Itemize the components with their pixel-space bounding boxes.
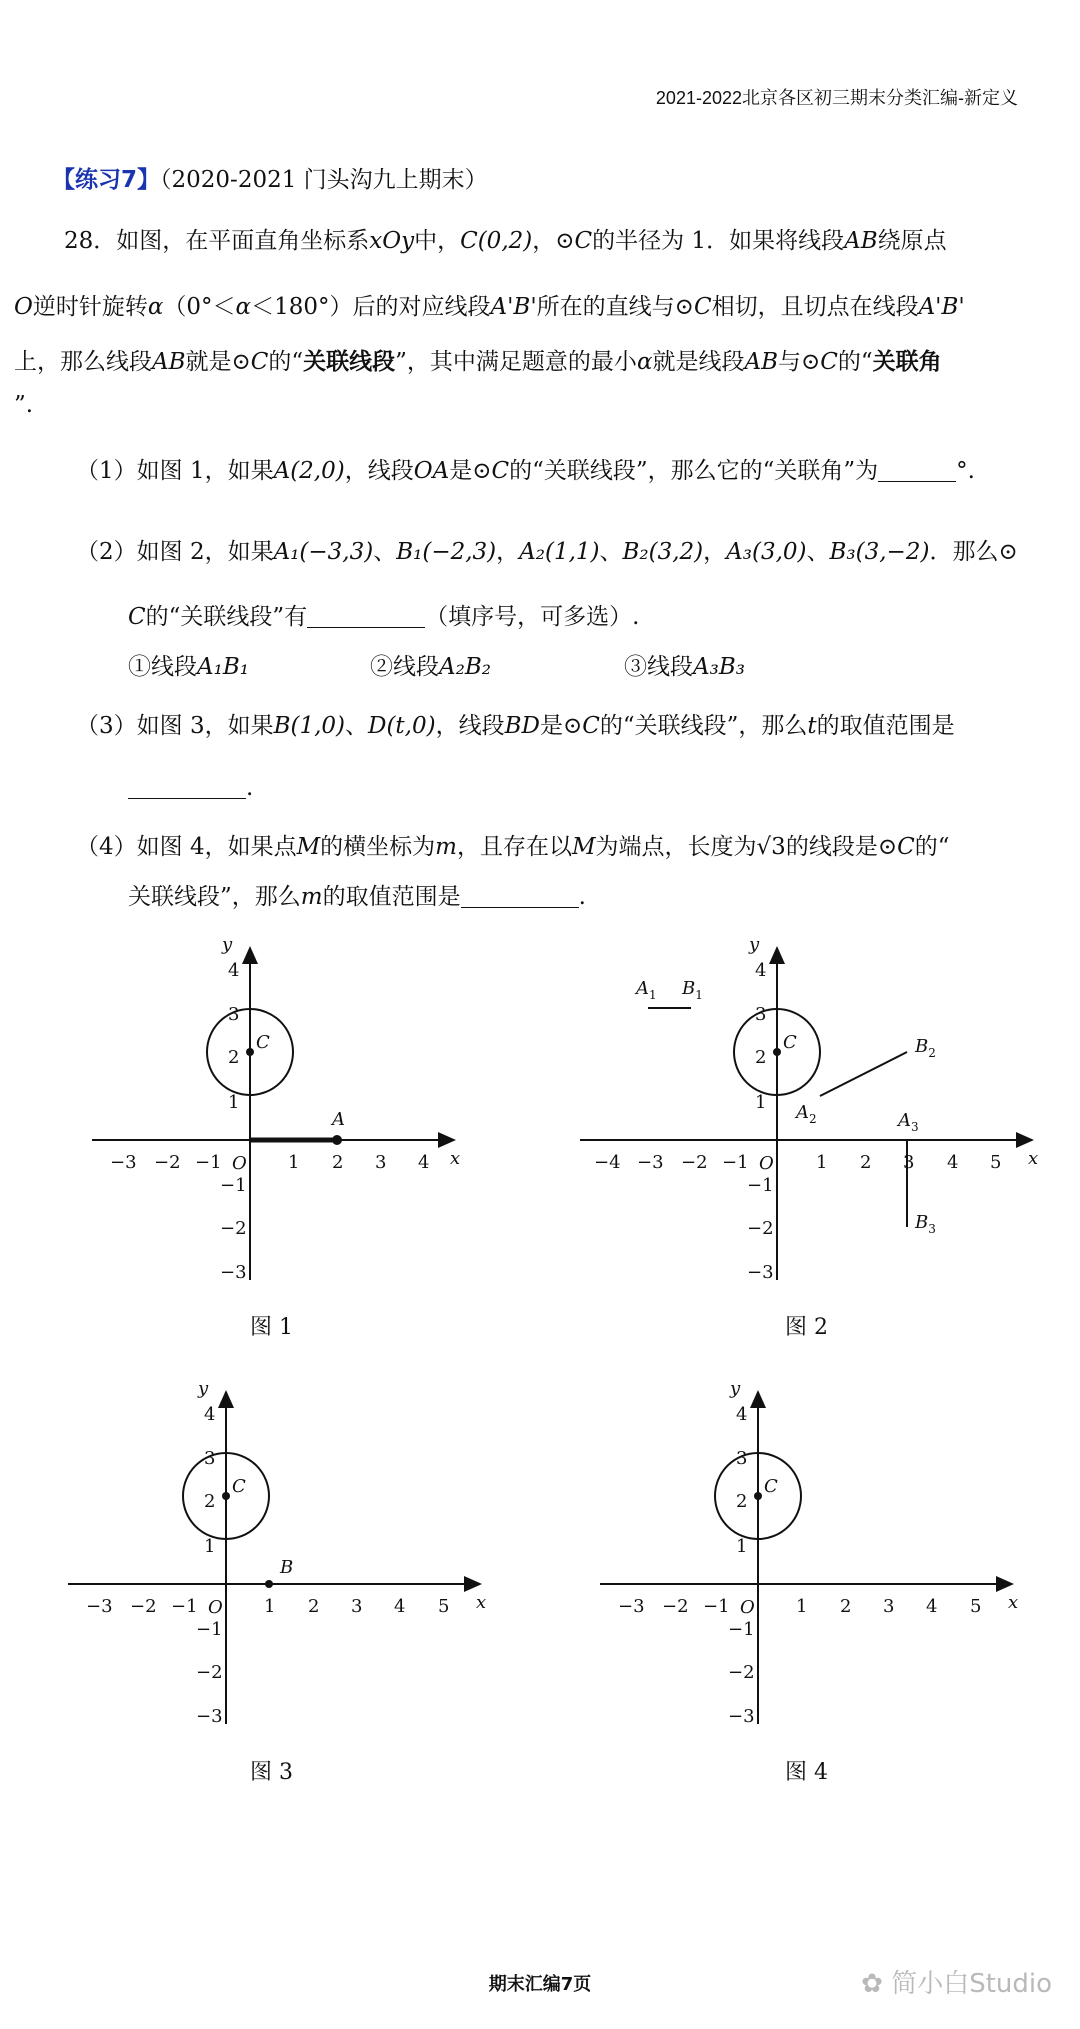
point-a3-label: $A_3$ — [898, 1110, 919, 1134]
figure-1 — [82, 928, 472, 1288]
x-tick: 5 — [438, 1596, 450, 1617]
page-footer: 期末汇编7页 — [488, 1974, 592, 1995]
y-axis-label: y — [749, 934, 760, 955]
x-tick: 3 — [351, 1596, 363, 1617]
x-tick: 3 — [903, 1152, 915, 1173]
exercise-title — [52, 161, 488, 194]
origin-label: O — [759, 1153, 774, 1174]
y-tick: 3 — [204, 1448, 216, 1469]
x-tick: 2 — [308, 1596, 320, 1617]
y-tick: −3 — [728, 1706, 755, 1727]
y-tick: −1 — [728, 1619, 755, 1640]
y-tick: 1 — [228, 1092, 240, 1113]
question-4-line-2: 关联线段”，那么m的取值范围是 . — [128, 884, 586, 910]
y-axis-label: y — [198, 1378, 209, 1399]
y-tick: −1 — [196, 1619, 223, 1640]
x-tick: 4 — [947, 1152, 959, 1173]
x-axis-label: x — [1008, 1592, 1019, 1613]
question-3: （3）如图 3，如果B(1,0)、D(t,0)，线段BD是⊙C的“关联线段”，那么t的取值范围是 — [76, 713, 955, 739]
caption-figure-3: 图 3 — [250, 1760, 293, 1785]
y-tick: −2 — [728, 1662, 755, 1683]
y-tick: 1 — [736, 1536, 748, 1557]
answer-blank-3[interactable] — [128, 775, 246, 799]
x-tick: 4 — [926, 1596, 938, 1617]
x-tick: −2 — [154, 1152, 181, 1173]
y-tick: 2 — [736, 1491, 748, 1512]
answer-blank-1[interactable] — [878, 458, 956, 482]
point-a1-label: $A_1$ — [636, 978, 657, 1002]
x-tick: 3 — [883, 1596, 895, 1617]
exercise-tag: 【练习7】 — [52, 167, 161, 193]
x-tick: 1 — [796, 1596, 808, 1617]
x-tick: 2 — [332, 1152, 344, 1173]
y-tick: −3 — [196, 1706, 223, 1727]
origin-label: O — [208, 1597, 223, 1618]
x-tick: 2 — [860, 1152, 872, 1173]
question-4: （4）如图 4，如果点M的横坐标为m，且存在以M为端点，长度为√3的线段是⊙C的“ — [76, 834, 950, 860]
x-tick: −3 — [86, 1596, 113, 1617]
y-tick: 4 — [736, 1404, 748, 1425]
x-tick: 4 — [394, 1596, 406, 1617]
y-tick: 2 — [755, 1047, 767, 1068]
x-tick: 3 — [375, 1152, 387, 1173]
answer-blank-4[interactable] — [461, 884, 579, 908]
x-tick: 1 — [264, 1596, 276, 1617]
figure-3 — [58, 1372, 498, 1732]
question-2-line-2: C的“关联线段”有 （填序号，可多选）. — [128, 604, 640, 630]
page-header: 2021-2022北京各区初三期末分类汇编-新定义 — [655, 88, 1018, 108]
y-tick: −3 — [220, 1262, 247, 1283]
wechat-icon: ✿ — [861, 1969, 883, 1999]
point-b-label: B — [280, 1557, 294, 1578]
point-b3-label: $B_3$ — [915, 1212, 936, 1236]
point-c-label: C — [256, 1032, 270, 1053]
exercise-source: （2020-2021 门头沟九上期末） — [160, 167, 488, 193]
x-tick: −3 — [637, 1152, 664, 1173]
x-tick: 1 — [288, 1152, 300, 1173]
option-2: ②线段A₂B₂ — [370, 654, 491, 680]
point-a-label: A — [332, 1109, 345, 1130]
x-tick: 5 — [990, 1152, 1002, 1173]
origin-label: O — [232, 1153, 247, 1174]
x-tick: −1 — [703, 1596, 730, 1617]
y-axis-label: y — [222, 934, 233, 955]
x-tick: −1 — [195, 1152, 222, 1173]
x-tick: −1 — [171, 1596, 198, 1617]
figure-4 — [590, 1372, 1030, 1732]
y-tick: 3 — [755, 1004, 767, 1025]
y-tick: 4 — [228, 960, 240, 981]
y-tick: −3 — [747, 1262, 774, 1283]
caption-figure-2: 图 2 — [785, 1315, 828, 1340]
y-tick: 3 — [228, 1004, 240, 1025]
y-tick: −2 — [747, 1218, 774, 1239]
option-3: ③线段A₃B₃ — [624, 654, 745, 680]
origin-label: O — [740, 1597, 755, 1618]
watermark: ✿ 简小白Studio — [861, 1969, 1052, 1999]
caption-figure-4: 图 4 — [785, 1760, 828, 1785]
intro-line-3: 上，那么线段AB就是⊙C的“关联线段”，其中满足题意的最小α就是线段AB与⊙C的“关联角 — [14, 349, 942, 375]
intro-line-4: ”. — [14, 392, 34, 418]
x-tick: 1 — [816, 1152, 828, 1173]
x-tick: 2 — [840, 1596, 852, 1617]
point-c-label: C — [764, 1476, 778, 1497]
y-tick: −1 — [747, 1175, 774, 1196]
question-1: （1）如图 1，如果A(2,0)，线段OA是⊙C的“关联线段”，那么它的“关联角”为 °. — [76, 458, 975, 484]
x-tick: −1 — [722, 1152, 749, 1173]
y-tick: −2 — [196, 1662, 223, 1683]
x-tick: −2 — [681, 1152, 708, 1173]
point-c-label: C — [232, 1476, 246, 1497]
point-b1-label: $B_1$ — [682, 978, 703, 1002]
y-tick: −1 — [220, 1175, 247, 1196]
x-axis-label: x — [1028, 1148, 1039, 1169]
x-tick: −4 — [594, 1152, 621, 1173]
question-2: （2）如图 2，如果A₁(−3,3)、B₁(−2,3)，A₂(1,1)、B₂(3,2)，A₃(3,0)、B₃(3,−2)．那么⊙ — [76, 539, 1018, 565]
x-tick: 5 — [970, 1596, 982, 1617]
point-a2-label: $A_2$ — [796, 1102, 817, 1126]
x-tick: −2 — [130, 1596, 157, 1617]
y-tick: 2 — [228, 1047, 240, 1068]
y-axis-label: y — [730, 1378, 741, 1399]
point-c-label: C — [783, 1032, 797, 1053]
y-tick: 1 — [755, 1092, 767, 1113]
x-axis-label: x — [476, 1592, 487, 1613]
intro-line-1: 28．如图，在平面直角坐标系xOy中，C(0,2)，⊙C的半径为 1．如果将线段AB绕原点 — [64, 228, 947, 254]
x-tick: 4 — [418, 1152, 430, 1173]
y-tick: 4 — [204, 1404, 216, 1425]
x-tick: −3 — [110, 1152, 137, 1173]
caption-figure-1: 图 1 — [250, 1315, 293, 1340]
point-b2-label: $B_2$ — [915, 1036, 936, 1060]
answer-blank-2[interactable] — [307, 604, 425, 628]
y-tick: 2 — [204, 1491, 216, 1512]
y-tick: −2 — [220, 1218, 247, 1239]
question-3-line-2: . — [128, 775, 253, 801]
y-tick: 4 — [755, 960, 767, 981]
x-tick: −3 — [618, 1596, 645, 1617]
x-tick: −2 — [662, 1596, 689, 1617]
y-tick: 3 — [736, 1448, 748, 1469]
intro-line-2: O逆时针旋转α（0°＜α＜180°）后的对应线段A'B'所在的直线与⊙C相切，且切点在线段A'B' — [14, 294, 965, 320]
y-tick: 1 — [204, 1536, 216, 1557]
option-1: ①线段A₁B₁ — [128, 654, 249, 680]
x-axis-label: x — [450, 1148, 461, 1169]
figure-2 — [570, 928, 1040, 1288]
